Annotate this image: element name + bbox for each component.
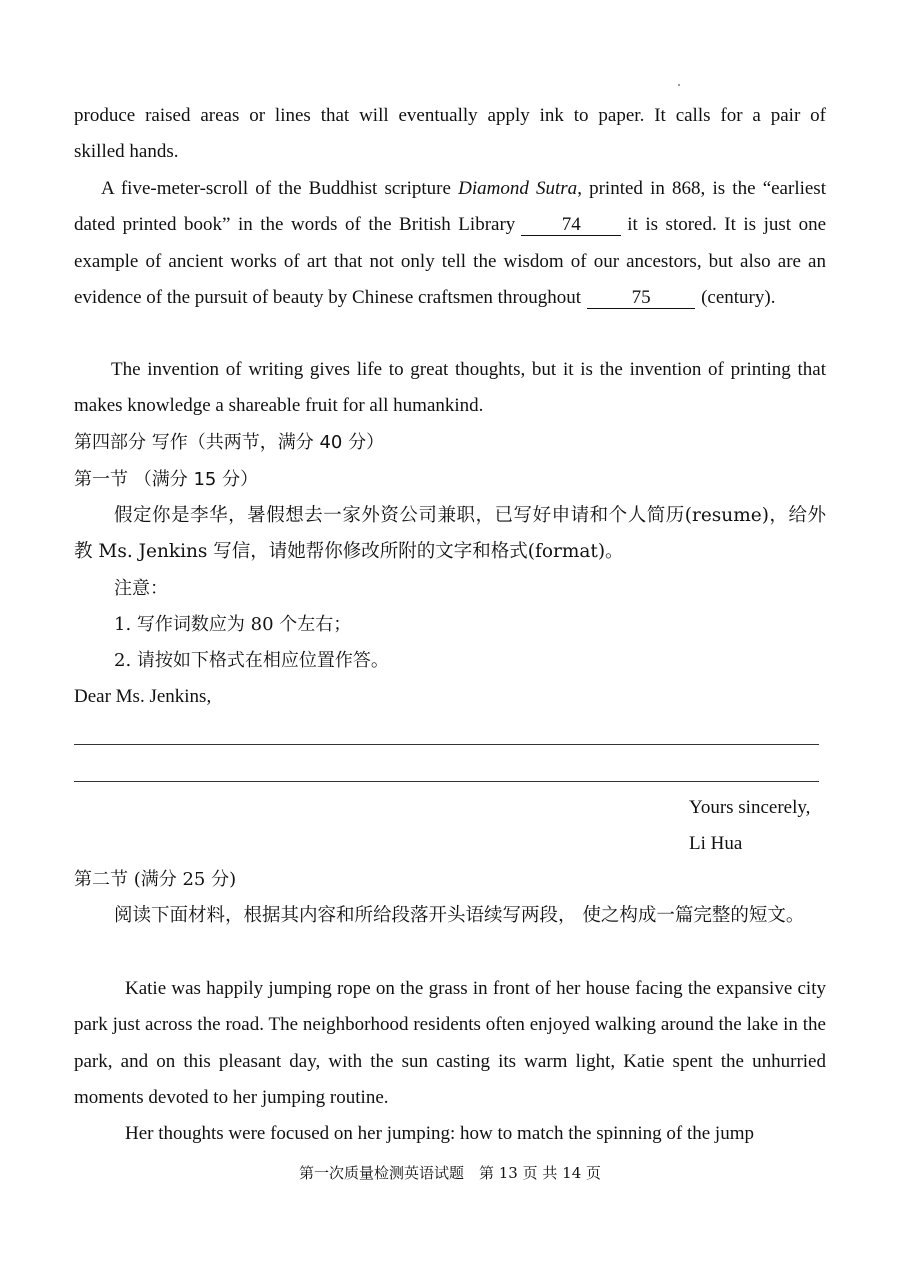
passage-paragraph-2 [74, 171, 826, 316]
letter-closing: Yours sincerely, [689, 797, 811, 818]
writing-prompt-2: 阅读下面材料，根据其内容和所给段落开头语续写两段， 使之构成一篇完整的短文。 [114, 905, 805, 926]
story-paragraph-1: Katie was happily jumping rope on the grass in front of her house facing the expansive city park just across the road. The neighborhood residents often enjoyed walking around the lake in the park, and on this pleasant day, with the sun casting its warm light, Katie spent the unhurried moments devoted to her jumping routine. [74, 978, 826, 1108]
story-paragraph-2: Her thoughts were focused on her jumping: how to match the spinning of the jump [125, 1123, 754, 1144]
passage-line: skilled hands. [74, 141, 179, 163]
page-footer: 第一次质量检测英语试题 第 13 页 共 14 页 [298, 1164, 602, 1182]
scripture-title: Diamond Sutra [458, 178, 578, 199]
answer-blank-75[interactable]: 75 [587, 288, 695, 309]
passage-text: it is stored. It is just one example of ancient works of art that not only tell the wisdom of our ancestors, but also are an evidence of the pursuit of beauty by Chinese craftsmen throughout [74, 214, 826, 308]
passage-text: (century). [701, 286, 776, 308]
writing-prompt-1: 假定你是李华，暑假想去一家外资公司兼职，已写好申请和个人简历(resume)，给外教 Ms. Jenkins 写信，请她帮你修改所附的文字和格式(format)。 [74, 505, 826, 563]
note-item: 1. 写作词数应为 80 个左右； [114, 614, 352, 635]
letter-signature: Li Hua [689, 833, 743, 854]
note-label: 注意： [114, 578, 168, 599]
answer-line[interactable] [74, 781, 819, 782]
scan-speck [678, 84, 680, 86]
part-heading: 第四部分 写作（共两节，满分 40 分） [74, 432, 385, 453]
passage-text: , printed in 868, is the “earliest dated printed book” in the words of the British Library [74, 178, 826, 236]
letter-salutation: Dear Ms. Jenkins, [74, 686, 212, 707]
passage-paragraph-1 [74, 98, 826, 171]
answer-blank-74[interactable]: 74 [521, 215, 621, 236]
passage-line: produce raised areas or lines that will eventually apply ink to paper. It calls for a pair of [74, 105, 826, 126]
note-item: 2. 请按如下格式在相应位置作答。 [114, 650, 389, 671]
section-heading-1: 第一节 （满分 15 分） [74, 469, 259, 490]
passage-text: A five-meter-scroll of the Buddhist scripture [101, 178, 459, 199]
section-heading-2: 第二节 (满分 25 分) [74, 869, 237, 890]
answer-line[interactable] [74, 744, 819, 745]
passage-paragraph-3: The invention of writing gives life to great thoughts, but it is the invention of printing that makes knowledge a shareable fruit for all humankind. [74, 359, 826, 417]
